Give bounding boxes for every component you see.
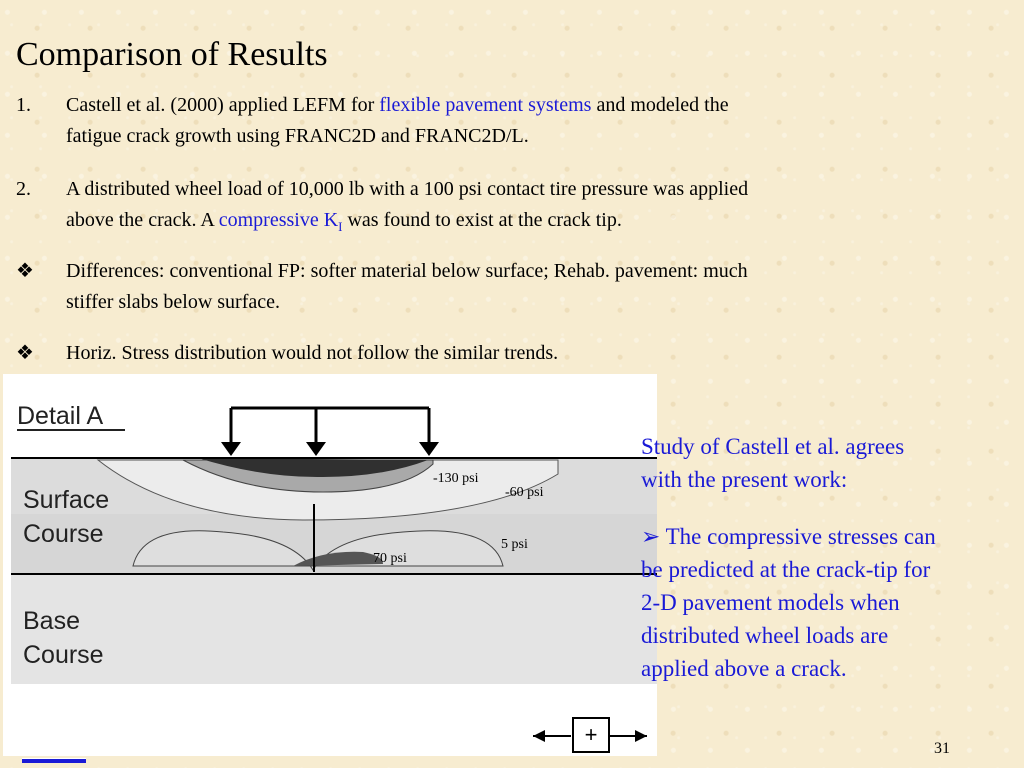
text-run: compressive K	[218, 209, 339, 231]
text-run: and modeled the	[591, 94, 729, 116]
load-arrow-left	[221, 408, 241, 456]
text-run: The compressive stresses can	[660, 524, 936, 549]
side-note-heading	[641, 430, 1011, 496]
subscript: I	[338, 219, 343, 234]
list-item-text	[66, 174, 966, 242]
list-marker: 1.	[16, 94, 31, 116]
page-number: 31	[934, 740, 950, 757]
stress-label-5: 5 psi	[501, 537, 528, 552]
text-line: stiffer slabs below surface.	[66, 291, 281, 313]
load-arrow-middle	[306, 408, 326, 456]
text-line: with the present work:	[641, 467, 848, 492]
diamond-bullet-icon: ❖	[16, 342, 34, 364]
text-line: Horiz. Stress distribution would not follow the similar trends.	[66, 342, 559, 364]
slide-title: Comparison of Results	[16, 36, 328, 73]
stress-label-60: -60 psi	[505, 485, 544, 500]
text-line: fatigue crack growth using FRANC2D and FRANC2D/L.	[66, 125, 529, 147]
surface-label-2: Course	[23, 520, 104, 548]
diamond-bullet-icon: ❖	[16, 260, 34, 282]
arrow-bullet-icon: ➢	[641, 524, 661, 549]
surface-label-1: Surface	[23, 486, 110, 514]
load-arrow-right	[419, 408, 439, 456]
detail-a-figure	[3, 374, 657, 756]
text-run: Castell et al. (2000) applied LEFM for	[66, 94, 380, 116]
plus-icon: +	[584, 722, 598, 747]
flexible-pavement-link[interactable]: flexible pavement systems	[379, 94, 592, 116]
arrow-right-icon	[635, 730, 647, 742]
zoom-control[interactable]	[533, 718, 647, 752]
text-run: above the crack. A	[66, 209, 219, 231]
nav-bar-link[interactable]	[22, 758, 86, 763]
text-line: Study of Castell et al. agrees	[641, 434, 905, 459]
base-label-2: Course	[23, 641, 104, 669]
list-item-text	[66, 338, 966, 369]
stress-label-70: 70 psi	[373, 551, 407, 566]
base-label-1: Base	[23, 607, 80, 635]
text-line: be predicted at the crack-tip for	[641, 557, 931, 582]
text-line: A distributed wheel load of 10,000 lb with a 100 psi contact tire pressure was applied	[66, 178, 749, 200]
text-line: distributed wheel loads are	[641, 623, 889, 648]
base-shade	[11, 574, 657, 684]
list-item-text	[66, 256, 966, 318]
text-line: Differences: conventional FP: softer material below surface; Rehab. pavement: much	[66, 260, 748, 282]
list-marker: 2.	[16, 178, 31, 200]
stress-label-130: -130 psi	[433, 471, 479, 486]
text-run: was found to exist at the crack tip.	[342, 209, 622, 231]
arrow-left-icon	[533, 730, 545, 742]
detail-a-label: Detail A	[17, 402, 104, 430]
text-line: 2-D pavement models when	[641, 590, 900, 615]
text-line: applied above a crack.	[641, 656, 847, 681]
side-note-body	[641, 520, 1011, 685]
list-item-text	[66, 90, 966, 152]
compressive-ki-text	[218, 209, 343, 234]
